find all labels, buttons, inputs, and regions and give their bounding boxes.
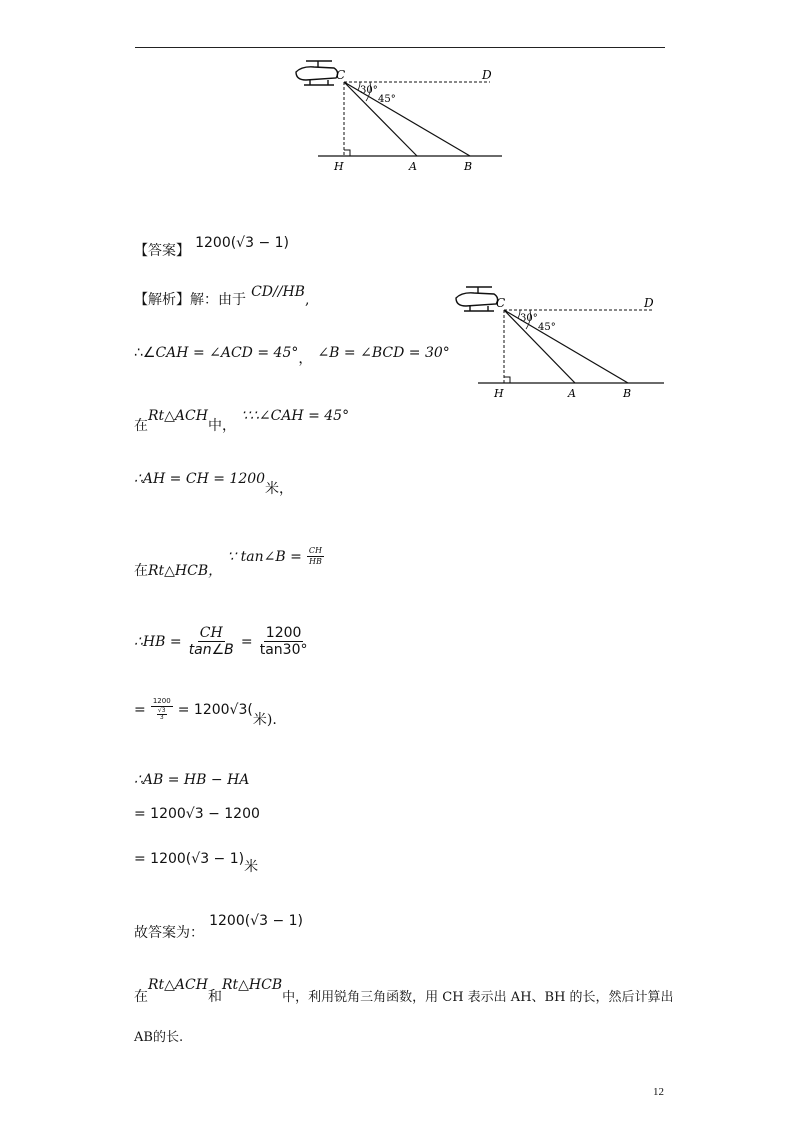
label-angle-45: 45° — [378, 94, 396, 105]
analysis-line-8: ∴AB = HB − HA — [134, 772, 250, 788]
condition-cah: ∵∴∠CAH = 45° — [241, 408, 350, 424]
analysis-line-9: = 1200√3 − 1200 — [134, 806, 260, 822]
label-h: H — [334, 160, 344, 173]
triangle-hcb: Rt△HCB， — [148, 563, 223, 579]
triangle-hcb: Rt△HCB — [221, 977, 283, 993]
summary-row: 在Rt△ACH和$Rt\triangle HCB_{中,利用锐角三角函数,用 CH 表示出 AH、BH 的长,然后计算出}$ — [134, 977, 674, 1005]
fraction-ch-over-hb: $\frac{CH}{HB}$ — [308, 546, 322, 566]
triangle-ach: Rt△ACH — [148, 977, 208, 993]
line-ca — [504, 310, 575, 383]
fraction-ch-over-tanb: $\frac{CH}{\tan\angle B}$ — [188, 625, 234, 658]
label-a: A — [568, 387, 576, 400]
analysis-intro: 解：由于 — [190, 292, 246, 308]
angle-equation-1: CAH = ∠ACD = 45° — [155, 345, 299, 361]
label-h: H — [494, 387, 504, 400]
label-d: D — [644, 296, 654, 310]
helicopter-icon — [296, 61, 338, 85]
helicopter-icon — [456, 287, 498, 311]
tan-b-condition: ∵ tan∠B = — [227, 549, 302, 565]
analysis-line-3: 在Rt△ACH中， ∵∴∠CAH = 45° — [134, 408, 350, 434]
label-angle-30: 30° — [360, 85, 378, 96]
label-a: A — [409, 160, 417, 173]
triangle-ach: Rt△ACH — [148, 408, 208, 424]
given-parallel: CD//HB — [251, 284, 305, 300]
analysis-intro-row: 【解析】解：由于 CD//HB, — [134, 284, 310, 308]
angle-equation-2: ∠B = ∠BCD = 30° — [317, 345, 450, 361]
final-label: 故答案为： — [134, 925, 204, 941]
label-b: B — [464, 160, 473, 173]
analysis-line-6: ∴HB = $\frac{CH}{\tan\angle B}$ = $\frac{1200}{\tan 30^\circ}$ — [134, 625, 308, 658]
label-angle-45: 45° — [538, 322, 556, 333]
right-angle-mark — [504, 377, 510, 383]
analysis-line-2: ∴∠CAH = ∠ACD = 45°， ∠B = ∠BCD = 30° — [134, 345, 450, 367]
final-expression: 1200(√3 − 1) — [209, 913, 304, 929]
header-rule — [135, 47, 665, 48]
label-d: D — [482, 68, 492, 82]
answer-row — [134, 235, 290, 260]
fraction-1200-over-sqrt3-over-3: 1200 √3 3 — [152, 697, 171, 721]
fraction-1200-over-tan30: $\frac{1200}{\tan 30^\circ}$ — [259, 625, 308, 658]
label-c: C — [496, 296, 506, 310]
analysis-line-5: 在Rt△HCB， ∵ tan∠B = $\frac{CH}{HB}$ — [134, 546, 322, 579]
label-c: C — [336, 68, 346, 82]
page-number: 12 — [653, 1086, 664, 1098]
answer-tag: 【答案】 — [134, 243, 190, 259]
label-b: B — [623, 387, 632, 400]
helicopter-diagram-top — [292, 58, 512, 176]
ah-ch-equation: ∴AH = CH = 1200 — [134, 471, 266, 487]
final-answer-row — [134, 910, 304, 941]
analysis-line-10: = 1200(√3 − 1)米 — [134, 851, 259, 875]
analysis-line-7: = 1200 √3 3 = 1200√3(米). — [134, 697, 277, 728]
right-angle-mark — [344, 150, 350, 156]
label-angle-30: 30° — [520, 313, 538, 324]
analysis-line-4: ∴AH = CH = 1200米， — [134, 471, 294, 497]
summary-text: 中，利用锐角三角函数，用 CH 表示出 AH、BH 的长，然后计算出 — [282, 990, 674, 1005]
summary-text-2: AB的长. — [134, 1030, 184, 1045]
analysis-tag: 【解析】 — [134, 292, 190, 308]
helicopter-diagram-side — [452, 284, 672, 402]
hb-result: = 1200√3( — [177, 702, 253, 718]
answer-expression: 1200(√3 − 1) — [195, 235, 290, 251]
